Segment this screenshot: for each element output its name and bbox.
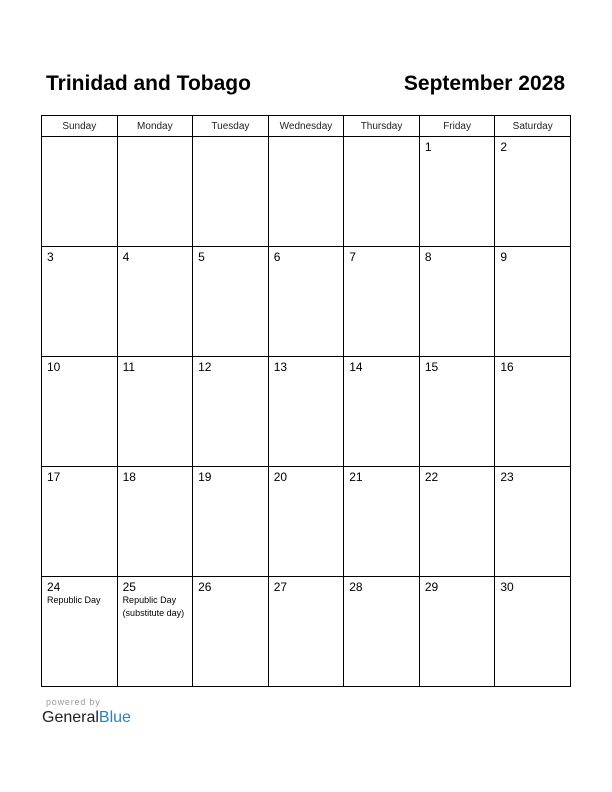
day-cell [268, 137, 344, 247]
day-cell [495, 247, 571, 357]
day-cell [42, 357, 118, 467]
day-cell [419, 137, 495, 247]
day-cell [344, 577, 420, 687]
day-number: 29 [424, 580, 439, 594]
day-cell [42, 137, 118, 247]
day-number: 14 [349, 360, 363, 374]
day-number: 6 [273, 250, 281, 264]
day-cell [117, 357, 193, 467]
day-cell [193, 357, 269, 467]
day-number: 13 [273, 360, 288, 374]
week-row [42, 137, 571, 247]
week-row [42, 467, 571, 577]
day-number: 30 [500, 580, 514, 594]
week-row [42, 357, 571, 467]
day-cell [419, 577, 495, 687]
day-cell [268, 577, 344, 687]
weekday-sunday: Sunday [42, 116, 118, 137]
month-year-title: September 2028 [403, 72, 565, 95]
weekday-monday: Monday [117, 116, 193, 137]
day-number: 2 [500, 140, 508, 154]
holiday-label: Republic Day (substitute day) [122, 595, 185, 618]
holiday-label: Republic Day [47, 595, 101, 605]
day-cell [495, 357, 571, 467]
day-cell [495, 137, 571, 247]
week-row [42, 247, 571, 357]
day-cell [193, 137, 269, 247]
day-number: 12 [198, 360, 212, 374]
day-number: 15 [424, 360, 439, 374]
day-number: 26 [198, 580, 212, 594]
day-cell [344, 357, 420, 467]
day-cell [344, 247, 420, 357]
day-number: 18 [122, 470, 136, 484]
calendar-grid [41, 115, 571, 687]
day-number: 22 [424, 470, 439, 484]
day-number: 8 [424, 250, 432, 264]
weekday-thursday: Thursday [344, 116, 420, 137]
day-cell [117, 247, 193, 357]
brand-general-text: General [42, 709, 99, 726]
day-cell [419, 467, 495, 577]
day-number: 1 [424, 140, 432, 154]
weekday-header-row [42, 116, 571, 137]
day-number: 20 [273, 470, 288, 484]
day-number: 9 [500, 250, 508, 264]
day-cell [268, 357, 344, 467]
day-cell [42, 247, 118, 357]
day-cell [419, 247, 495, 357]
day-number: 19 [198, 470, 212, 484]
day-number: 4 [122, 250, 130, 264]
day-cell [193, 577, 269, 687]
weekday-friday: Friday [419, 116, 495, 137]
day-cell [117, 467, 193, 577]
day-number: 5 [198, 250, 205, 264]
day-cell [42, 467, 118, 577]
footer-branding [42, 697, 131, 728]
day-cell [268, 247, 344, 357]
day-cell [419, 357, 495, 467]
day-number: 11 [122, 360, 136, 374]
day-number: 24 [47, 580, 61, 594]
day-number: 16 [500, 360, 514, 374]
weekday-wednesday: Wednesday [268, 116, 344, 137]
day-cell [495, 467, 571, 577]
country-title: Trinidad and Tobago [46, 72, 251, 95]
day-cell [117, 137, 193, 247]
day-number: 7 [349, 250, 356, 264]
day-number: 28 [349, 580, 363, 594]
generalblue-logo [42, 708, 131, 728]
day-number: 10 [47, 360, 61, 374]
calendar-body [42, 137, 571, 687]
day-cell [344, 137, 420, 247]
day-cell [42, 577, 118, 687]
day-number: 3 [47, 250, 54, 264]
week-row [42, 577, 571, 687]
brand-blue-text: Blue [98, 709, 131, 726]
day-number: 25 [122, 580, 136, 594]
day-cell [193, 247, 269, 357]
powered-by-label: powered by [46, 697, 101, 707]
day-cell [268, 467, 344, 577]
day-cell [117, 577, 193, 687]
weekday-saturday: Saturday [495, 116, 571, 137]
day-number: 23 [500, 470, 514, 484]
day-cell [193, 467, 269, 577]
day-cell [344, 467, 420, 577]
day-cell [495, 577, 571, 687]
day-number: 17 [47, 470, 61, 484]
day-number: 21 [349, 470, 363, 484]
day-number: 27 [273, 580, 288, 594]
weekday-tuesday: Tuesday [193, 116, 269, 137]
